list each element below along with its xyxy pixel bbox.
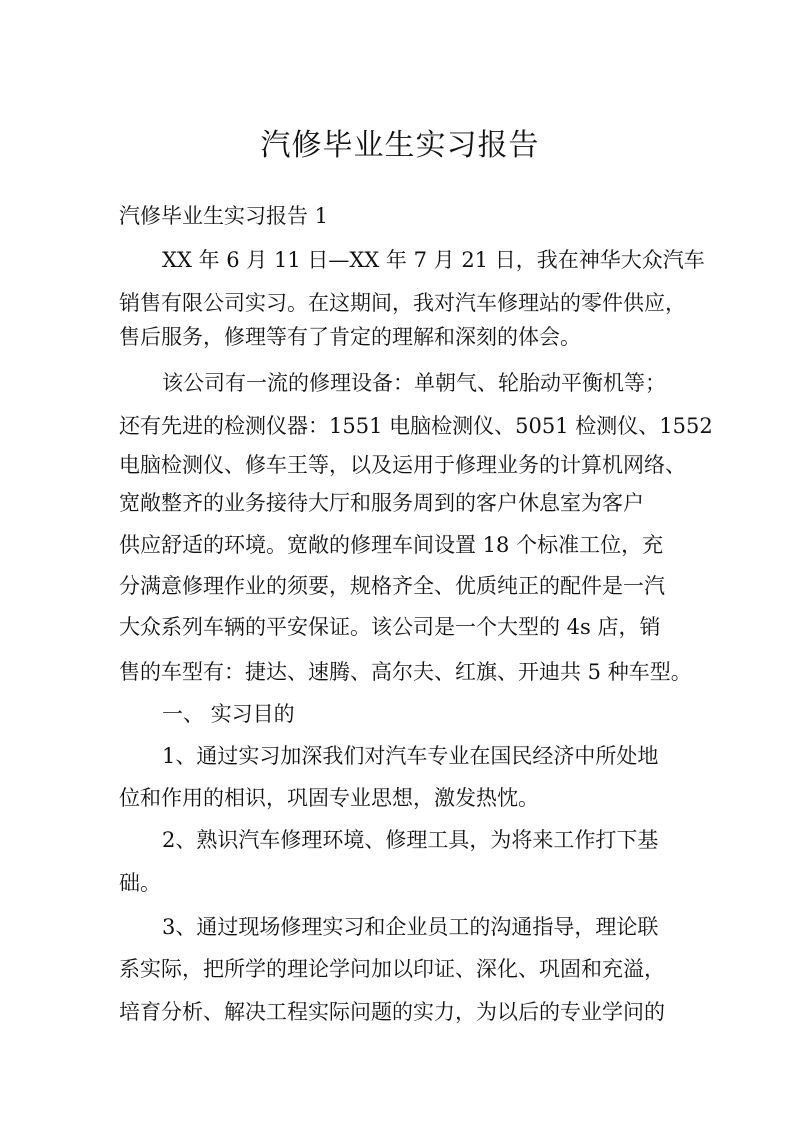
paragraph-line: 2、熟识汽车修理环境、修理工具，为将来工作打下基: [162, 828, 659, 852]
paragraph-line: 销售有限公司实习。在这期间，我对汽车修理站的零件供应，: [119, 291, 686, 315]
section-heading: 一、 实习目的: [162, 702, 295, 726]
paragraph-line: 供应舒适的环境。宽敞的修理车间设置 18 个标准工位，充: [119, 533, 664, 557]
paragraph-line: 3、通过现场修理实习和企业员工的沟通指导，理论联: [162, 915, 659, 939]
report-subtitle: 汽修毕业生实习报告 1: [119, 204, 329, 228]
paragraph-line: 分满意修理作业的须要，规格齐全、优质纯正的配件是一汽: [119, 574, 665, 598]
paragraph-line: 位和作用的相识，巩固专业思想，激发热忱。: [119, 786, 539, 810]
paragraph-line: 售的车型有：捷达、速腾、高尔夫、红旗、开迪共 5 种车型。: [119, 660, 692, 684]
paragraph-line: 该公司有一流的修理设备：单朝气、轮胎动平衡机等；: [162, 371, 666, 395]
paragraph-line: 1、通过实习加深我们对汽车专业在国民经济中所处地: [162, 744, 659, 768]
paragraph-line: 大众系列车辆的平安保证。该公司是一个大型的 4s 店，销: [119, 615, 661, 639]
paragraph-line: 系实际，把所学的理论学问加以印证、深化、巩固和充溢，: [119, 957, 665, 981]
paragraph-line: XX 年 6 月 11 日—XX 年 7 月 21 日，我在神华大众汽车: [162, 248, 705, 272]
paragraph-line: 础。: [119, 871, 161, 895]
document-title: 汽修毕业生实习报告: [260, 128, 540, 163]
paragraph-line: 宽敞整齐的业务接待大厅和服务周到的客户休息室为客户: [119, 491, 644, 515]
paragraph-line: 还有先进的检测仪器：1551 电脑检测仪、5051 检测仪、1552: [119, 414, 713, 438]
paragraph-line: 培育分析、解决工程实际问题的实力，为以后的专业学问的: [119, 1000, 665, 1024]
paragraph-line: 售后服务，修理等有了肯定的理解和深刻的体会。: [119, 325, 581, 349]
paragraph-line: 电脑检测仪、修车王等，以及运用于修理业务的计算机网络、: [119, 453, 686, 477]
